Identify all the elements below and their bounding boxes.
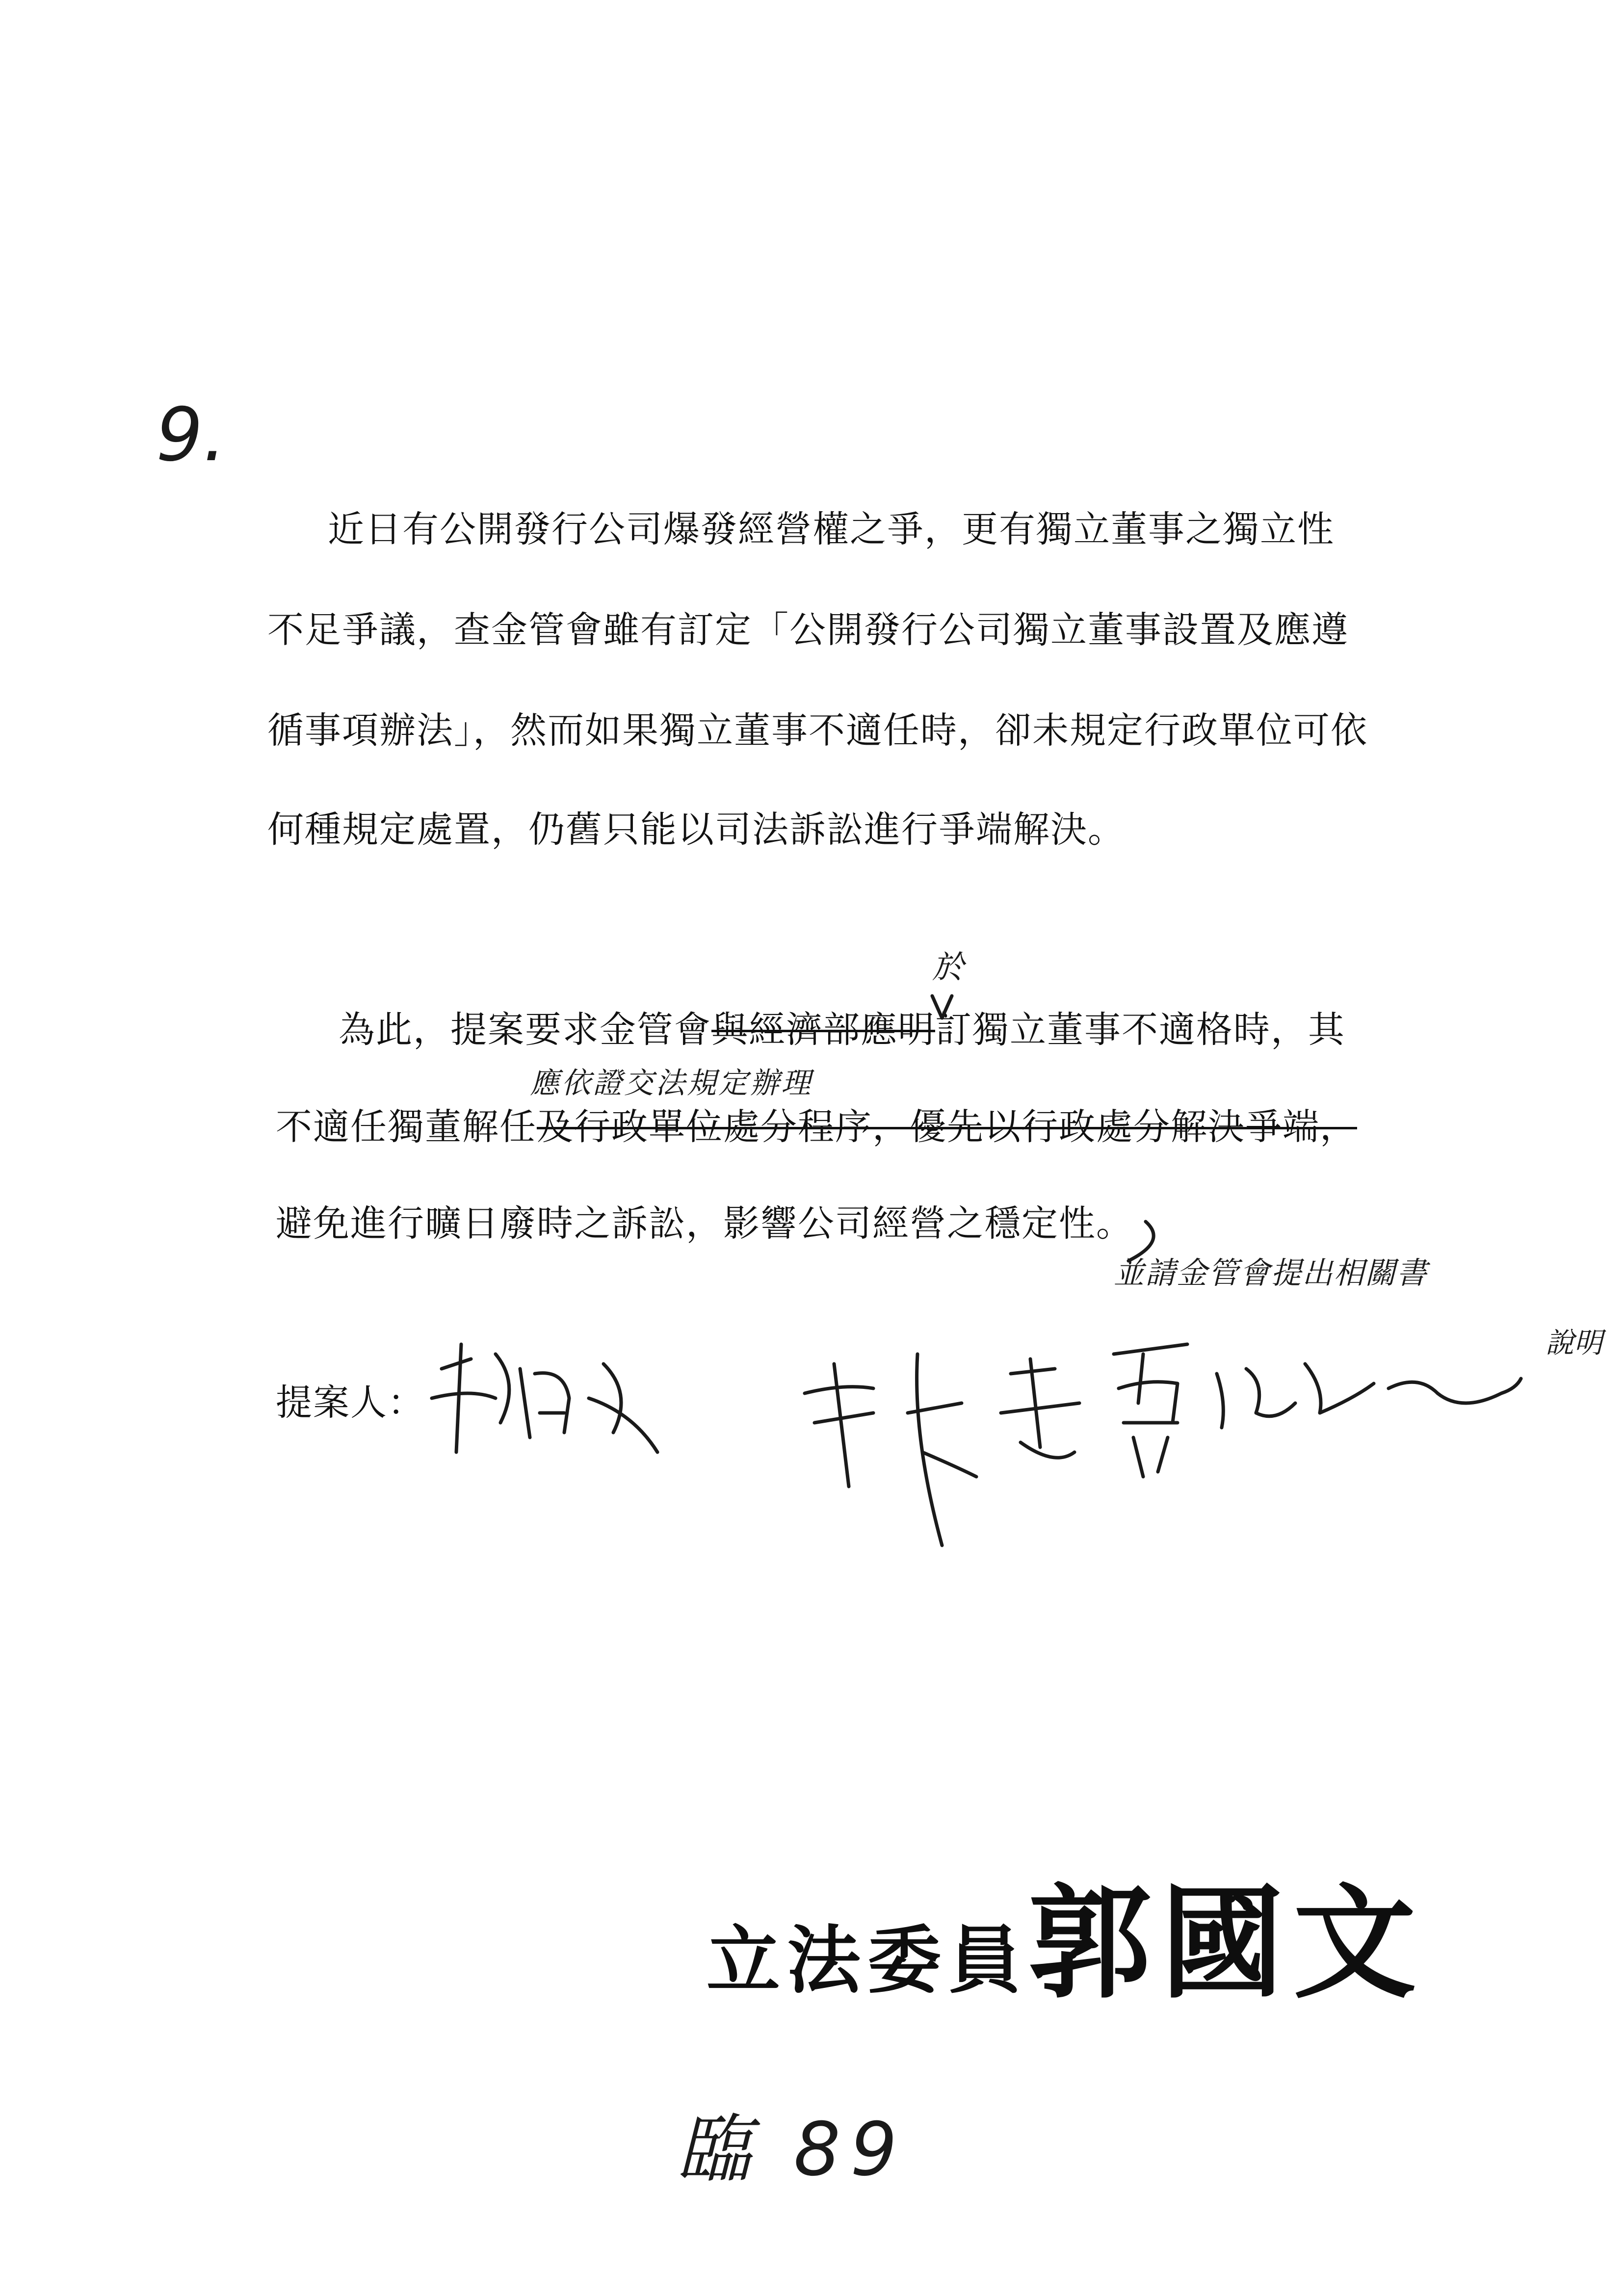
stamp-title: 立法委員 (707, 1917, 1029, 2004)
paragraph2-line3: 避免進行曠日廢時之訴訟，影響公司經營之穩定性。 (276, 1202, 1133, 1245)
struck-text-1: 與經濟部應明 (711, 1009, 935, 1051)
struck-text-2: 及行政單位處分程序，優先以行政處分解決爭端， (537, 1106, 1357, 1148)
handwritten-insertion-above-line2: 應依證交法規定辦理 (530, 1066, 812, 1100)
proposer-label: 提案人： (276, 1382, 425, 1424)
paragraph1-line1: 近日有公開發行公司爆發經營權之爭，更有獨立董事之獨立性 (328, 508, 1335, 550)
paragraph1-line4: 何種規定處置，仍舊只能以司法訴訟進行爭端解決。 (267, 809, 1125, 851)
signature-3 (1114, 1344, 1187, 1477)
stamp-name: 郭國文 (1028, 1871, 1426, 2015)
handwritten-note-right: 並請金管會提出相關書 (1114, 1255, 1428, 1291)
paragraph1-line3: 循事項辦法」，然而如果獨立董事不適任時，卻未規定行政單位可依 (267, 709, 1368, 752)
handwritten-note-right-cont: 說明 (1545, 1326, 1603, 1359)
signature-4 (1217, 1364, 1521, 1428)
insertion-caret-1 (932, 996, 952, 1018)
bottom-handwritten-mark: 臨 89 (677, 2107, 907, 2192)
handwritten-insertion-above-line1: 於 (932, 949, 964, 986)
item-number: 9. (156, 392, 227, 478)
paragraph2-line1-text-a: 為此，提案要求金管會 (339, 1009, 711, 1051)
signature-2 (805, 1354, 1079, 1545)
paragraph2-line2-text-a: 不適任獨董解任 (276, 1106, 537, 1148)
insertion-caret-2 (1128, 1222, 1153, 1261)
paragraph1-line2: 不足爭議，查金管會雖有訂定「公開發行公司獨立董事設置及應遵 (267, 609, 1349, 651)
legislator-stamp (707, 1845, 1426, 2021)
paragraph2-line1-text-b: 訂獨立董事不適格時，其 (935, 1009, 1345, 1051)
signature-1 (432, 1344, 657, 1452)
